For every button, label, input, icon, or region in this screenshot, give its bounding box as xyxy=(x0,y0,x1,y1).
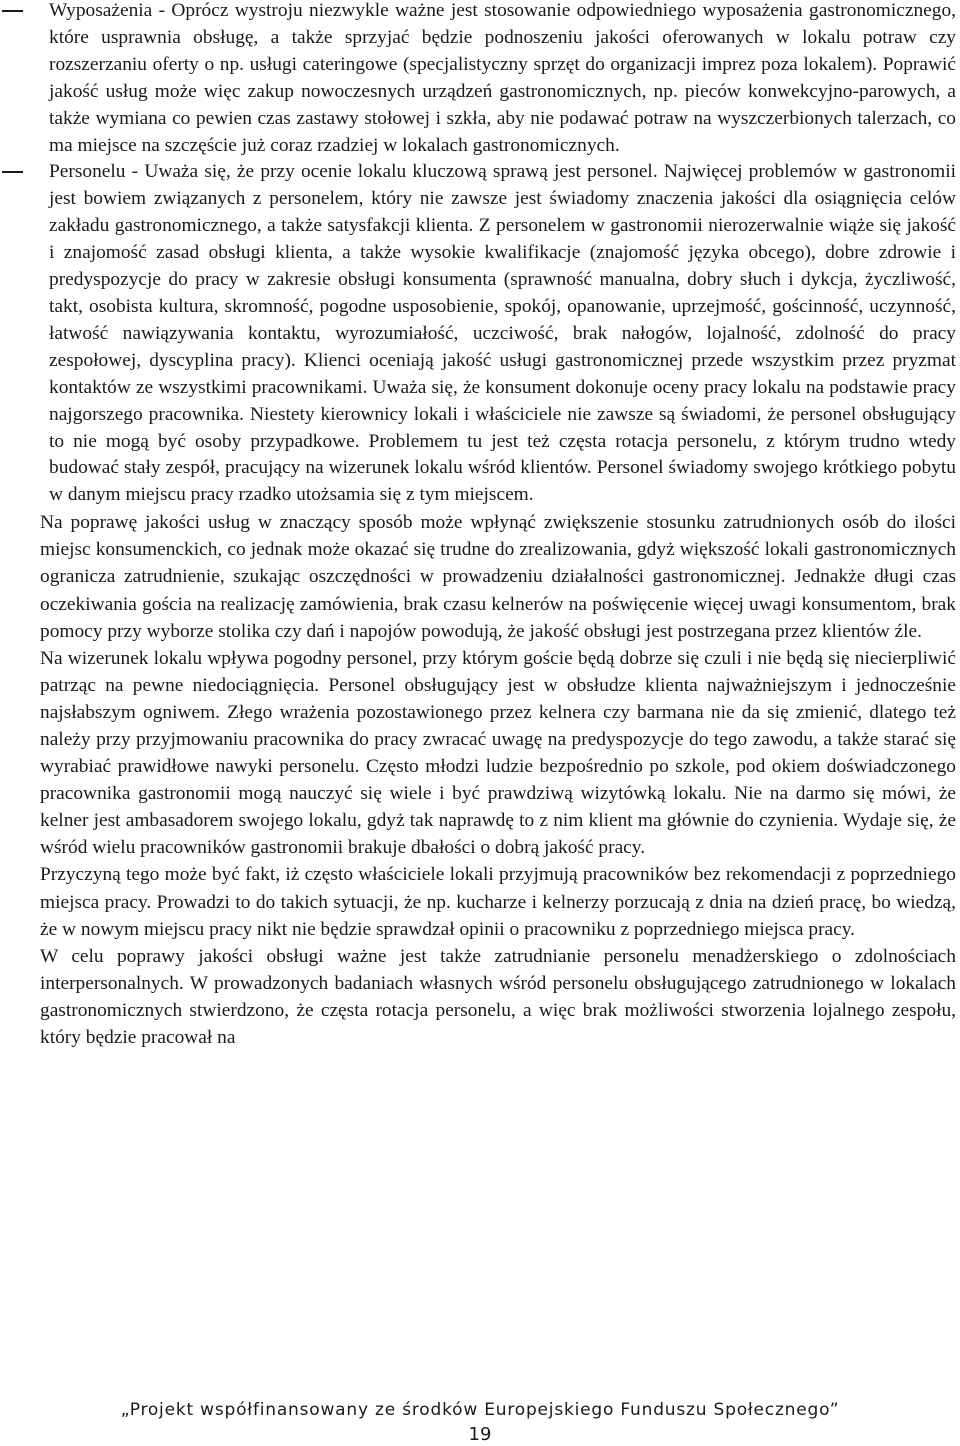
bullet-item-personelu xyxy=(0,159,960,509)
page-number: 19 xyxy=(468,1424,492,1445)
paragraph: Na poprawę jakości usług w znaczący sposób może wpłynąć zwiększenie stosunku zatrudnionych osób do ilości miejsc konsumenckich, co jednak może okazać się trudne do zrealizowania, gdyż większość lokali gastronomicznych ogranicza zatrudnienie, szukając oszczędności w prowadzeniu działalności gastronomicznej. Jednakże długi czas oczekiwania gościa na realizację zamówienia, brak czasu kelnerów na poświęcenie więcej uwagi konsumentom, brak pomocy przy wyborze stolika czy dań i napojów powodują, że jakość obsługi jest postrzegana przez klientów źle. xyxy=(40,512,956,642)
dash-bullet-icon xyxy=(2,10,23,12)
paragraph: Przyczyną tego może być fakt, iż często właściciele lokali przyjmują pracowników bez rekomendacji z poprzedniego miejsca pracy. Prowadzi to do takich sytuacji, że np. kucharze i kelnerzy porzucają z dnia na dzień pracę, bo wiedzą, że w nowym miejscu pracy nikt nie będzie sprawdzał opinii o pracowniku z poprzedniego miejsca pracy. xyxy=(40,864,956,940)
dash-bullet-icon xyxy=(2,171,23,173)
paragraph: W celu poprawy jakości obsługi ważne jest także zatrudnianie personelu menadżerskiego o zdolnościach interpersonalnych. W prowadzonych badaniach własnych wśród personelu obsługującego zatrudnionego w lokalach gastronomicznych stwierdzono, że częsta rotacja personelu, a więc brak możliwości stworzenia lojalnego zespołu, który będzie pracował na xyxy=(40,945,956,1048)
bullet-text: Personelu - Uważa się, że przy ocenie lokalu kluczową sprawą jest personel. Najwięcej problemów w gastronomii jest bowiem związanych z personelem, który nie zawsze jest świadomy znaczenia jakości dla osiągnięcia celów zakładu gastronomicznego, a także satysfakcji klienta. Z personelem w gastronomii nierozerwalnie wiąże się jakość i znajomość zasad obsługi klienta, a także wysokie kwalifikacje (znajomość języka obcego), dobre zdrowie i predyspozycje do pracy w zakresie obsługi konsumenta (sprawność manualna, dobry słuch i dykcja, życzliwość, takt, osobista kultura, skromność, pogodne usposobienie, spokój, opanowanie, uprzejmość, gościnność, uczynność, łatwość nawiązywania kontaktu, wyrozumiałość, uczciwość, brak nałogów, lojalność, zdolność do pracy zespołowej, dyscyplina pracy). Klienci oceniają jakość usługi gastronomicznej przede wszystkim przez pryzmat kontaktów ze wszystkimi pracownikami. Uważa się, że konsument dokonuje oceny pracy lokalu na podstawie pracy najgorszego pracownika. Niestety kierownicy lokali i właściciele nie zawsze są świadomi, że personel obsługujący to nie mogą być osoby przypadkowe. Problemem tu jest też częsta rotacja personelu, z którym trudno wtedy budować stały zespół, pracujący na wizerunek lokalu wśród klientów. Personel świadomy swojego krótkiego pobytu w danym miejscu pracy rzadko utożsamia się z tym miejscem. xyxy=(49,161,956,506)
footer-funding-note: „Projekt współfinansowany ze środków Europejskiego Funduszu Społecznego” xyxy=(120,1400,840,1420)
bullet-item-wyposazenia xyxy=(0,0,960,159)
paragraph: Na wizerunek lokalu wpływa pogodny personel, przy którym goście będą dobrze się czuli i nie będą się niecierpliwić patrząc na pewne niedociągnięcia. Personel obsługujący jest w obsłudze klienta najważniejszym i jednocześnie najsłabszym ogniwem. Złego wrażenia pozostawionego przez kelnera czy barmana nie da się zmienić, dlatego też należy przy przyjmowaniu pracownika do pracy zwracać uwagę na predyspozycje do tego zawodu, a także starać się wyrabiać prawidłowe nawyki personelu. Często młodzi ludzie bezpośrednio po szkole, pod okiem doświadczonego pracownika gastronomii mogą nauczyć się wiele i być prawdziwą wizytówką lokalu. Nie na darmo się mówi, że kelner jest ambasadorem swojego lokalu, gdyż tak naprawdę to z nim klient ma głównie do czynienia. Wydaje się, że wśród wielu pracowników gastronomii brakuje dbałości o dobrą jakość pracy. xyxy=(40,647,956,859)
bullet-text: Wyposażenia - Oprócz wystroju niezwykle ważne jest stosowanie odpowiedniego wyposażenia gastronomicznego, które usprawnia obsługę, a także sprzyjać będzie podnoszeniu jakości oferowanych w lokalu potraw czy rozszerzaniu oferty o np. usługi cateringowe (specjalistyczny sprzęt do organizacji imprez poza lokalem). Poprawić jakość usług może więc zakup nowoczesnych urządzeń gastronomicznych, np. pieców konwekcyjno-parowych, a także wymiana co pewien czas zastawy stołowej i szkła, aby nie podawać potraw na wyszczerbionych talerzach, co ma miejsce na szczęście już coraz rzadziej w lokalach gastronomicznych. xyxy=(49,0,956,156)
